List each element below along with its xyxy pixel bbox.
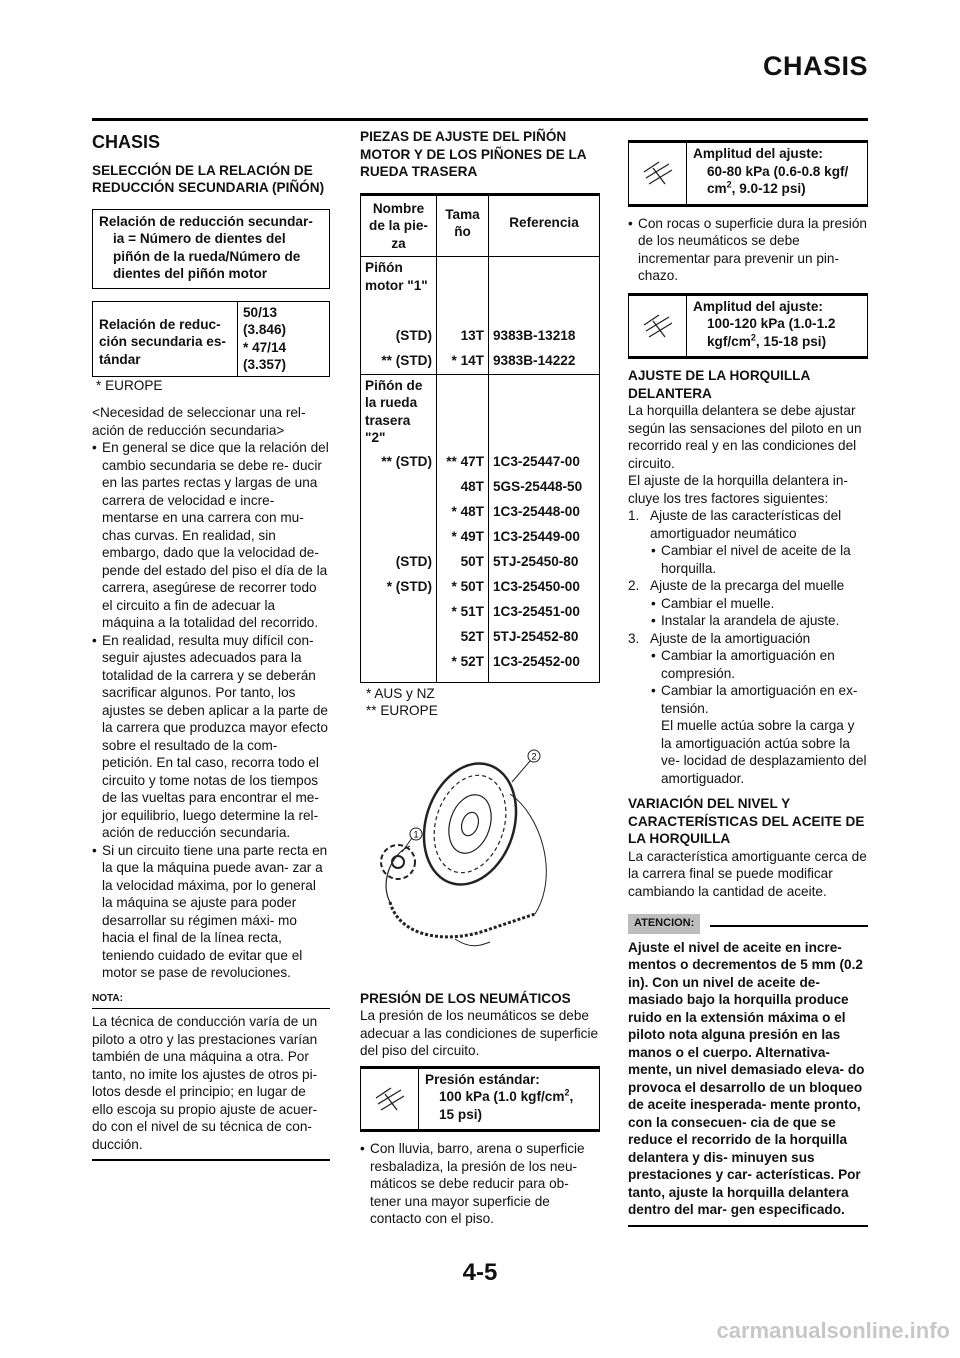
ratio-value-2: (3.846) [243,322,287,337]
ref-value: 9383B-14222 [493,353,576,368]
formula-line1: Relación de reducción secundar- [99,213,313,229]
page-number: 4-5 [462,1259,498,1286]
rear-sprocket-drawing [409,751,531,896]
ratio-table [92,301,330,377]
size-value: * 49T [451,528,484,544]
page-header-title: CHASIS [762,51,868,81]
std-mark [365,628,432,653]
size-value: 52T [460,628,484,644]
table-footnote: ** EUROPE [366,703,438,718]
callout-1-number: 1 [413,829,419,839]
size-value: * 52T [451,653,484,669]
spec-label: Amplitud del ajuste: [693,298,823,314]
tire-text: La presión de los neumáticos se debe adecuar a las condiciones de superficie del piso del circuito. [360,1008,599,1058]
note-end-rule [92,1159,330,1161]
std-mark: ** (STD) [381,453,432,469]
warning-rule [710,925,868,927]
warning-text: Ajuste el nivel de aceite en incre- mentos o decrementos de 5 mm (0.2 in). Con un nivel de aceite de- masiado bajo la horquilla produce ruido en la extensión máxima o el piloto nota alguna presión en las manos o el cuerpo. Alternativa- mente, un nivel demasiado eleva- do provoca el desarrollo de un bloqueo de aceite inesperada- mente pronto, con la consecuen- cia de que se reduce el recorrido de la horquilla delantera y dis- minuyen sus prestaciones y car- acterísticas. Por tanto, ajuste la horquilla delantera dentro del mar- gen especificado. [628,939,865,1217]
ref-value: 9383B-13218 [493,328,576,343]
spec-value-2: 15 psi) [439,1106,483,1122]
formula-line2: ia = Número de dientes del piñón de la rueda/Número de dientes del piñón motor [113,231,301,281]
ref-value: 1C3-25450-00 [493,578,580,594]
size-value: 48T [460,478,484,494]
numbered-item: 2. Ajuste de la precarga del muelle [628,578,845,593]
oil-text: La característica amortiguante cerca de la carrera final se puede modificar cambiando la cantidad de aceite. [628,848,867,899]
tire-spec-box [360,1066,600,1133]
note-label: NOTA: [92,990,330,1010]
group-label: Piñón motor "1" [365,260,428,293]
group-cell-rear [361,374,437,682]
size-value: 13T [460,328,484,343]
note-text: La técnica de conducción varía de un piloto a otro y las prestaciones varían también de una máquina a otra. Por tanto, no imite los ajustes de otros pi- lotos desde el principio; en lugar de ello escoja su propio ajuste de acuer- do con el nivel de su técnica de con- ducción. [92,1014,318,1152]
wrench-icon [629,143,687,204]
size-value: ** 47T [446,453,484,469]
size-value: * 51T [451,603,484,619]
bullet-item: • Con rocas o superficie dura la presión de los neumáticos se debe incrementar para prevenir un pin- chazo. [628,215,868,285]
spec-value-2: kgf/$cm^2$, 15-18 psi) [707,331,827,349]
rear-size-column [441,453,484,678]
std-mark [365,528,432,553]
std-mark [365,478,432,503]
bullet-item: • Con lluvia, barro, arena o superficie resbaladiza, la presión de los neu- máticos se debe reducir para ob- tener una mayor superficie de contacto con el piso. [360,1140,600,1228]
ref-cell-front [489,257,600,375]
std-mark: (STD) [395,328,432,343]
std-mark: * (STD) [386,578,432,594]
callout-1 [402,828,422,852]
ratio-label: Relación de reduc- ción secundaria es- tándar [93,301,238,376]
sprocket-chain-illustration [360,734,600,984]
fork-text-1: La horquilla delantera se debe ajustar según las sensaciones del piloto en un recorrido real y en las condiciones del circuito. [628,403,862,471]
sprocket-table [360,193,600,683]
ref-value: 1C3-25449-00 [493,528,580,544]
oil-section-title: VARIACIÓN DEL NIVEL Y CARACTERÍSTICAS DEL ACEITE DE LA HORQUILLA [628,796,865,846]
spec-value-2: $cm^2$, 9.0-12 psi) [707,179,806,196]
numbered-item: 1. Ajuste de las características del amortiguador neumático [628,508,842,541]
ref-value: 1C3-25447-00 [493,453,580,469]
sub-bullet: • Cambiar el nivel de aceite de la horquilla. [628,542,868,577]
intro-text: <Necesidad de seleccionar una rel- ación de reducción secundaria> [92,405,306,438]
std-mark: ** (STD) [381,353,432,368]
ref-value: 1C3-25452-00 [493,653,580,669]
bullet-item: • En realidad, resulta muy difícil con- seguir ajustes adecuados para la totalidad de la carrera y se deberán sacrificar algunos. Por tanto, los ajustes se deben aplicar a la parte de la carrera que produzca mayor efecto sobre el resultado de la com- petición. En tal caso, recorra todo el circuito y tome notas de los tiempos de las vueltas para encontrar el me- jor equilibrio, luego determine la rel- ación de reducción secundaria. [92,632,330,842]
fork-section-title: AJUSTE DE LA HORQUILLA DELANTERA [628,368,810,401]
rear-ref-column [493,453,595,678]
ref-value: 5TJ-25452-80 [493,628,579,644]
std-mark [365,653,432,678]
bullet-item: • Si un circuito tiene una parte recta en la que la máquina puede avan- zar a la velocidad máxima, por lo general la máquina se ajuste para poder desarrollar su régimen máxi- mo hacia el final de la línea recta, teniendo cuidado de evitar que el motor se pase de revoluciones. [92,842,330,982]
spec-value: 60-80 kPa (0.6-0.8 kgf/ [707,163,849,179]
spec-label: Presión estándar: [425,1071,540,1087]
column-middle [360,128,600,1228]
spec-value: 100 kPa (1.0 kgf/$cm^2$, [439,1087,574,1104]
wrench-icon [629,296,687,357]
table-header: Tama ño [437,194,489,257]
ratio-value-3: * 47/14 [243,339,287,355]
column-right [628,140,868,1227]
sub-bullet: • Instalar la arandela de ajuste. [628,612,868,630]
subsection-title: SELECCIÓN DE LA RELACIÓN DE REDUCCIÓN SECUNDARIA (PIÑÓN) [92,162,325,195]
sub-bullet: • Cambiar la amortiguación en ex- tensión. [628,682,868,717]
callout-2-number: 2 [531,751,537,761]
size-cell-rear [437,374,489,682]
watermark: carmanualsonline.info [716,1318,950,1343]
table-header: Nombre de la pie- za [361,194,437,257]
table-footnote: * AUS y NZ [366,685,435,701]
item-3-extra: El muelle actúa sobre la carga y la amortiguación actúa sobre la ve- locidad de desplazamiento del amortiguador. [661,718,867,786]
std-mark: (STD) [395,553,432,569]
std-mark [365,503,432,528]
numbered-item: 3. Ajuste de la amortiguación [628,630,811,646]
ref-value: 5TJ-25450-80 [493,553,579,569]
ratio-value-1: 50/13 [243,304,278,320]
size-value: * 48T [451,503,484,519]
fork-text-2: El ajuste de la horquilla delantera in- cluye los tres factores siguientes: [628,473,848,506]
group-label: Piñón de la rueda trasera "2" [365,377,423,445]
spec-label: Amplitud del ajuste: [693,146,823,161]
size-value: * 50T [451,578,484,594]
bullet-item: • En general se dice que la relación del cambio secundaria se debe re- ducir en las partes rectas y largas de una carrera de velocidad e incre- mentarse en una carrera con mu- chas curvas. En realidad, sin embargo, dado que la velocidad de- pende del estado del piso el día de la carrera, asegúrese de recorrer todo el circuito a fin de adecuar la máquina a la totalidad del recorrido. [92,439,330,632]
sub-bullet: • Cambiar la amortiguación en compresión. [628,647,868,682]
ratio-value-4: (3.357) [243,357,287,372]
sprocket-section-title: PIEZAS DE AJUSTE DEL PIÑÓN MOTOR Y DE LOS PIÑONES DE LA RUEDA TRASERA [360,129,587,179]
group-cell-front [361,257,437,375]
ref-cell-rear [489,374,600,682]
table-header: Referencia [489,194,600,257]
warning-end-rule [628,1225,868,1227]
pressure-spec-box-1 [628,140,868,207]
front-sprocket-drawing [381,845,415,879]
header-rule [92,118,868,121]
wrench-icon [361,1069,419,1130]
section-title: CHASIS [92,132,161,152]
ratio-values [238,301,330,376]
spec-value: 100-120 kPa (1.0-1.2 [707,316,836,331]
ref-value: 1C3-25451-00 [493,603,580,619]
std-mark [365,603,432,628]
column-left [92,128,330,1161]
sub-bullet: • Cambiar el muelle. [628,595,868,613]
tire-section-title: PRESIÓN DE LOS NEUMÁTICOS [360,990,571,1006]
formula-box [92,209,330,289]
ratio-footnote: * EUROPE [96,377,163,393]
size-value: * 14T [451,353,484,368]
size-cell-front [437,257,489,375]
rear-std-column [365,453,432,678]
ref-value: 1C3-25448-00 [493,503,580,519]
size-value: 50T [460,553,484,569]
pressure-spec-box-2 [628,293,868,360]
warning-label: ATENCION: [628,914,700,934]
ref-value: 5GS-25448-50 [493,478,583,494]
